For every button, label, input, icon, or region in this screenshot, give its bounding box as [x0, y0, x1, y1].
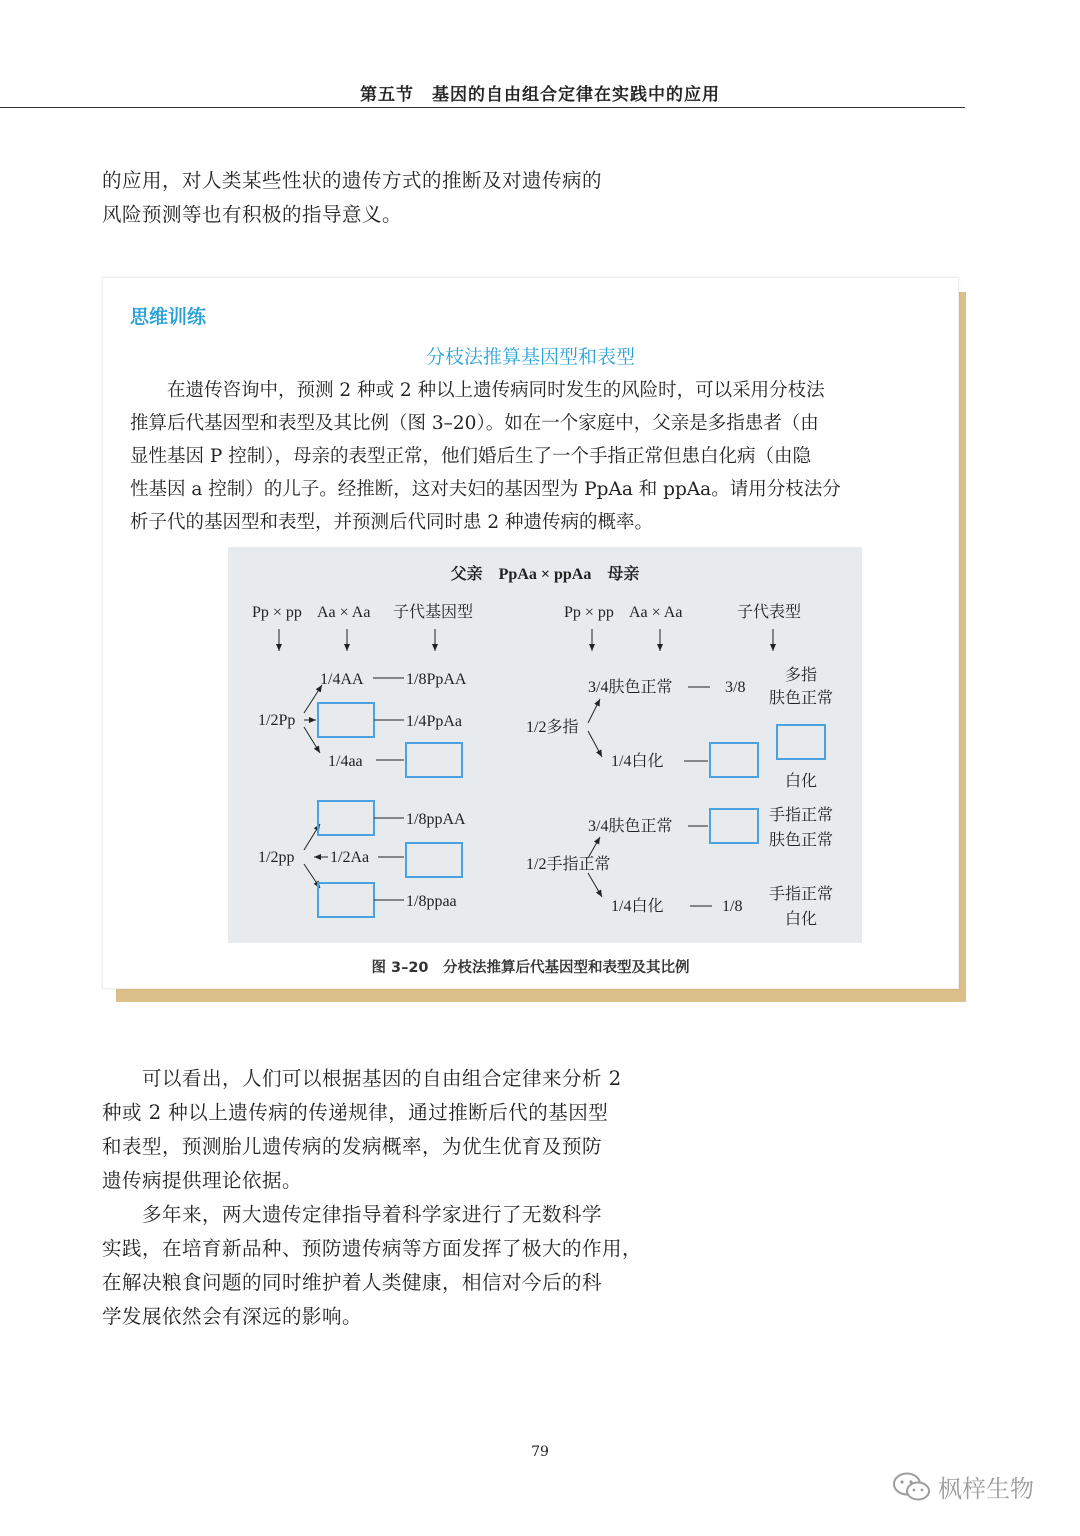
left-header-aa: Aa × Aa — [317, 604, 371, 621]
figure-title: 父亲 PpAa × ppAa 母亲 — [450, 566, 640, 583]
body-line: 实践，在培育新品种、预防遗传病等方面发挥了极大的作用， — [102, 1237, 643, 1260]
blank-answer-box — [710, 809, 758, 843]
left-bot-parent: 1/2pp — [258, 849, 295, 866]
blank-answer-box — [318, 883, 374, 917]
left-top-r2: 1/4PpAa — [406, 713, 462, 730]
left-header-child: 子代基因型 — [393, 604, 474, 621]
left-bot-r1: 1/8ppAA — [406, 811, 466, 828]
body-line: 和表型，预测胎儿遗传病的发病概率，为优生优育及预防 — [102, 1135, 603, 1158]
left-top-parent: 1/2Pp — [258, 712, 296, 729]
left-top-b1: 1/4AA — [320, 671, 364, 688]
left-top-r1: 1/8PpAA — [406, 671, 467, 688]
body-line: 可以看出，人们可以根据基因的自由组合定律来分析 2 — [102, 1067, 622, 1090]
box-title: 分枝法推算基因型和表型 — [425, 346, 635, 368]
branch-diagram — [228, 547, 862, 943]
right-bot-b1: 3/4肤色正常 — [588, 818, 673, 835]
blank-answer-box — [777, 725, 825, 759]
intro-paragraph — [102, 164, 672, 232]
right-top-p2: 白化 — [784, 773, 818, 790]
branch-arrow — [588, 731, 602, 757]
box-text-line: 性基因 a 控制）的儿子。经推断，这对夫妇的基因型为 PpAa 和 ppAa。请用分枝法分 — [130, 479, 841, 500]
box-tag: 思维训练 — [130, 306, 207, 328]
right-bot-p1-a: 手指正常 — [768, 807, 834, 824]
body-line: 种或 2 种以上遗传病的传递规律，通过推断后代的基因型 — [102, 1101, 609, 1124]
right-bot-p1-b: 肤色正常 — [768, 832, 834, 849]
intro-line: 的应用，对人类某些性状的遗传方式的推断及对遗传病的 — [102, 169, 603, 192]
right-header-child: 子代表型 — [737, 604, 802, 621]
watermark — [892, 1469, 1034, 1504]
left-top-b3: 1/4aa — [328, 753, 363, 770]
blank-answer-box — [318, 703, 374, 737]
figure-caption: 图 3–20 分枝法推算后代基因型和表型及其比例 — [371, 960, 690, 976]
intro-line: 风险预测等也有积极的指导意义。 — [102, 203, 403, 226]
body-line: 学发展依然会有深远的影响。 — [102, 1305, 363, 1328]
box-text — [130, 374, 935, 539]
right-top-p1-a: 多指 — [784, 667, 818, 684]
wechat-icon — [892, 1471, 932, 1503]
right-top-p1-b: 肤色正常 — [768, 690, 834, 707]
box-text-line: 在遗传咨询中，预测 2 种或 2 种以上遗传病同时发生的风险时，可以采用分枝法 — [130, 380, 825, 401]
page-number: 79 — [531, 1444, 549, 1460]
branch-arrow — [588, 873, 602, 897]
page-header-title: 第五节 基因的自由组合定律在实践中的应用 — [360, 85, 720, 105]
blank-answer-box — [406, 743, 462, 777]
right-bot-parent: 1/2手指正常 — [526, 856, 611, 873]
branch-arrow — [588, 699, 600, 723]
blank-answer-box — [318, 801, 374, 835]
body-paragraph-2 — [102, 1198, 672, 1334]
box-text-line: 析子代的基因型和表型，并预测后代同时患 2 种遗传病的概率。 — [130, 512, 654, 533]
box-text-line: 显性基因 P 控制），母亲的表型正常，他们婚后生了一个手指正常但患白化病（由隐 — [130, 446, 811, 467]
right-top-b1: 3/4肤色正常 — [588, 679, 673, 696]
body-line: 多年来，两大遗传定律指导着科学家进行了无数科学 — [102, 1203, 603, 1226]
right-top-parent: 1/2多指 — [526, 719, 579, 736]
box-text-line: 推算后代基因型和表型及其比例（图 3–20）。如在一个家庭中，父亲是多指患者（由 — [130, 413, 819, 434]
body-paragraph-1 — [102, 1062, 672, 1198]
right-bot-r2: 1/8 — [722, 898, 743, 915]
left-bot-r3: 1/8ppaa — [406, 893, 457, 910]
branch-arrow — [304, 685, 322, 713]
blank-answer-box — [710, 743, 758, 777]
left-bot-b2: 1/2Aa — [330, 849, 370, 866]
right-top-r1: 3/8 — [725, 679, 746, 696]
branch-arrow — [588, 837, 600, 858]
body-line: 在解决粮食问题的同时维护着人类健康，相信对今后的科 — [102, 1271, 603, 1294]
right-bot-p2-a: 手指正常 — [768, 886, 834, 903]
branch-method-figure — [228, 547, 862, 943]
right-bot-b2: 1/4白化 — [611, 898, 664, 915]
left-header-pp: Pp × pp — [252, 604, 302, 621]
watermark-text: 枫梓生物 — [938, 1475, 1034, 1503]
right-header-aa: Aa × Aa — [629, 604, 683, 621]
right-bot-p2-b: 白化 — [784, 911, 818, 928]
thinking-training-box — [102, 277, 959, 989]
header-rule — [0, 107, 965, 108]
right-header-pp: Pp × pp — [564, 604, 614, 621]
body-line: 遗传病提供理论依据。 — [102, 1169, 303, 1192]
blank-answer-box — [406, 843, 462, 877]
right-top-b2: 1/4白化 — [611, 753, 664, 770]
